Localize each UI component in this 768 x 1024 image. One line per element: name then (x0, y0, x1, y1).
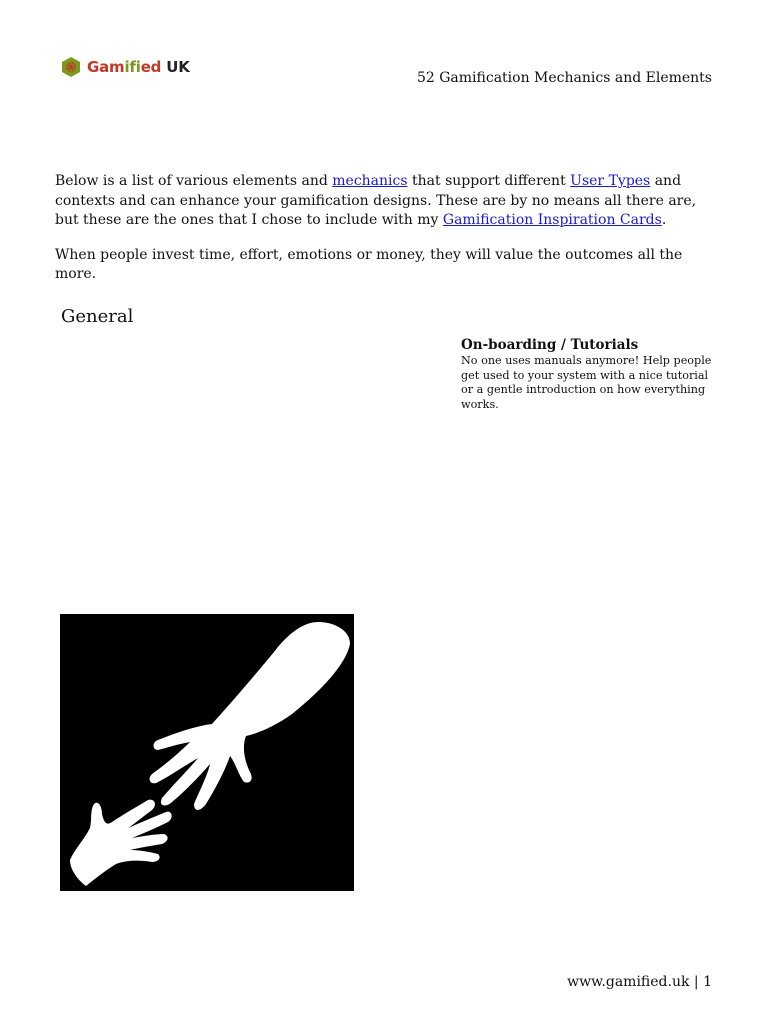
onboarding-card (461, 337, 721, 412)
intro-text (55, 172, 715, 300)
mechanics-link[interactable]: mechanics (332, 173, 408, 189)
intro-paragraph-2: When people invest time, effort, emotions or money, they will value the outcomes all the more. (55, 246, 683, 282)
helping-hands-illustration (60, 614, 354, 891)
gamified-uk-logo[interactable] (60, 56, 190, 78)
user-types-link[interactable]: User Types (570, 173, 651, 189)
card-title: On-boarding / Tutorials (461, 337, 639, 353)
intro-paragraph-1: Below is a list of various elements and mechanics that support different User Types and contexts and can enhance your gamification designs. These are by no means all there are, but these are the ones that I chose to include with my Gamification Inspiration Cards. (55, 173, 697, 228)
page-footer: www.gamified.uk | 1 (567, 974, 712, 990)
card-description: No one uses manuals anymore! Help people get used to your system with a nice tutorial or a gentle introduction on how everything works. (461, 354, 712, 411)
inspiration-cards-link[interactable]: Gamification Inspiration Cards (442, 212, 662, 228)
document-header-title: 52 Gamification Mechanics and Elements (416, 70, 712, 86)
logo-wordmark: Gamified UK (87, 57, 190, 76)
helping-hands-icon (60, 614, 354, 891)
hexagon-logo-icon (60, 56, 82, 78)
section-heading-general: General (61, 306, 134, 327)
